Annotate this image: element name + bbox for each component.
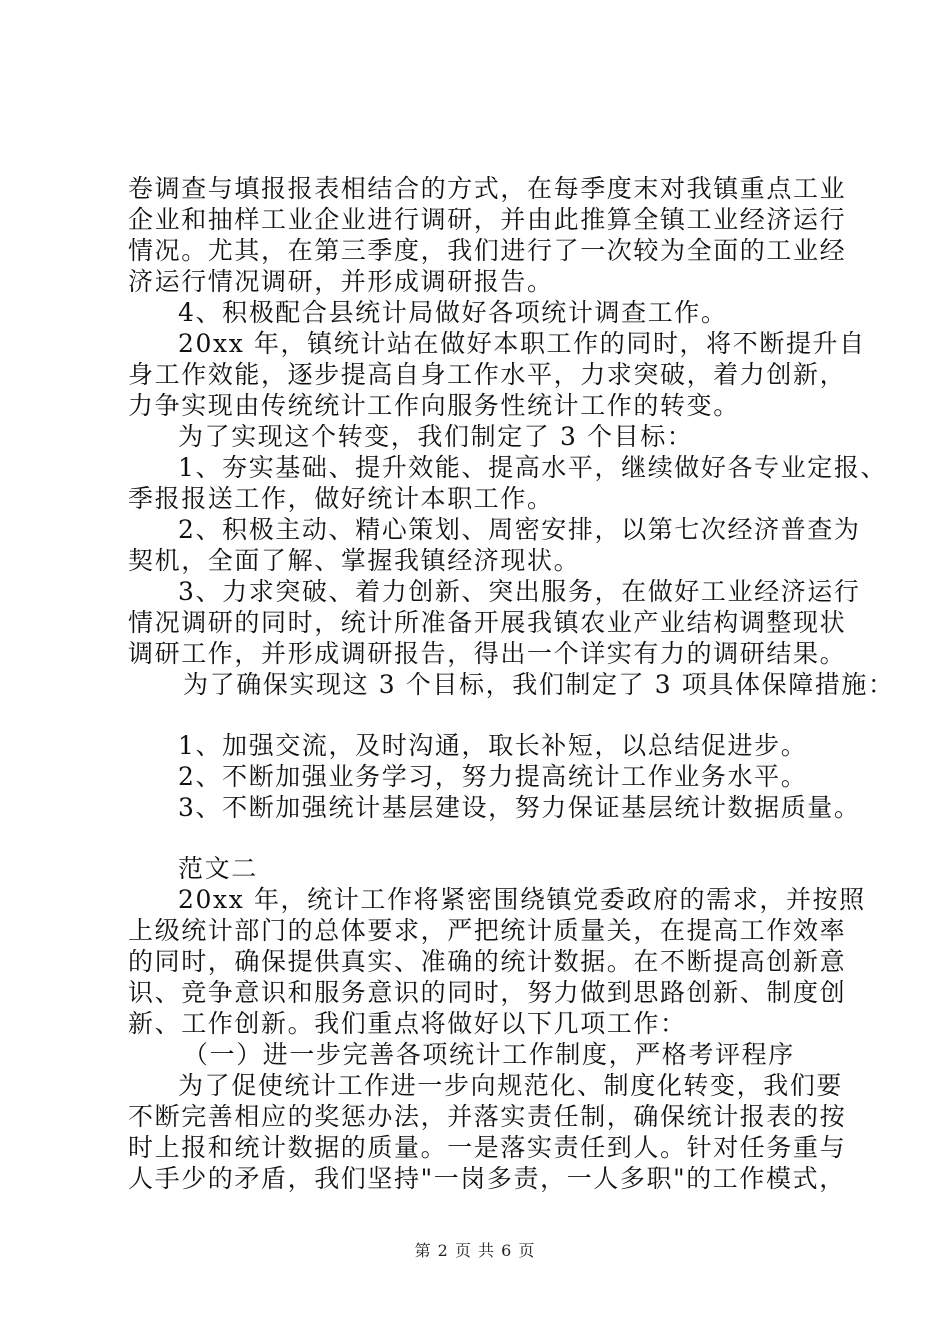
text-line: 为了确保实现这 3 个目标，我们制定了 3 项具体保障措施： [183, 670, 895, 699]
text-line: 识、竞争意识和服务意识的同时，努力做到思路创新、制度创 [128, 978, 847, 1007]
text-line: 人手少的矛盾，我们坚持"一岗多责，一人多职"的工作模式， [128, 1164, 846, 1193]
text-line: 上级统计部门的总体要求，严把统计质量关，在提高工作效率 [128, 916, 847, 945]
document-body [128, 173, 895, 1194]
page-footer: 第 2 页 共 6 页 [414, 1241, 536, 1260]
text-line: 调研工作，并形成调研报告，得出一个详实有力的调研结果。 [128, 639, 847, 668]
text-line: 的同时，确保提供真实、准确的统计数据。在不断提高创新意 [128, 947, 847, 976]
text-line: 契机，全面了解、掌握我镇经济现状。 [128, 546, 581, 575]
text-line: 新、工作创新。我们重点将做好以下几项工作： [128, 1009, 687, 1038]
text-line: 情况。尤其，在第三季度，我们进行了一次较为全面的工业经 [128, 236, 847, 265]
text-line: 为了实现这个转变，我们制定了 3 个目标： [178, 422, 694, 451]
text-line: 20xx 年，统计工作将紧密围绕镇党委政府的需求，并按照 [178, 885, 866, 914]
text-line: 2、积极主动、精心策划、周密安排，以第七次经济普查为 [178, 515, 861, 544]
text-line: 企业和抽样工业企业进行调研，并由此推算全镇工业经济运行 [128, 205, 847, 234]
text-line: 4、积极配合县统计局做好各项统计调查工作。 [178, 298, 728, 327]
text-line: 3、力求突破、着力创新、突出服务，在做好工业经济运行 [178, 577, 861, 606]
subsection-heading: （一）进一步完善各项统计工作制度，严格考评程序 [183, 1040, 795, 1069]
text-line: 身工作效能，逐步提高自身工作水平，力求突破，着力创新， [128, 360, 847, 389]
text-line: 情况调研的同时，统计所准备开展我镇农业产业结构调整现状 [128, 608, 847, 637]
text-line: 20xx 年，镇统计站在做好本职工作的同时，将不断提升自 [178, 329, 866, 358]
text-line: 力争实现由传统统计工作向服务性统计工作的转变。 [128, 391, 740, 420]
text-line: 2、不断加强业务学习，努力提高统计工作业务水平。 [178, 762, 808, 791]
text-line: 1、夯实基础、提升效能、提高水平，继续做好各专业定报、 [178, 453, 888, 482]
text-line: 不断完善相应的奖惩办法，并落实责任制，确保统计报表的按 [128, 1102, 847, 1131]
text-line: 1、加强交流，及时沟通，取长补短，以总结促进步。 [178, 731, 808, 760]
text-line: 季报报送工作，做好统计本职工作。 [128, 484, 554, 513]
text-line: 为了促使统计工作进一步向规范化、制度化转变，我们要 [178, 1071, 844, 1100]
text-line: 3、不断加强统计基层建设，努力保证基层统计数据质量。 [178, 793, 861, 822]
section-heading: 范文二 [178, 854, 258, 883]
text-line: 时上报和统计数据的质量。一是落实责任到人。针对任务重与 [128, 1133, 847, 1162]
text-line: 济运行情况调研，并形成调研报告。 [128, 267, 554, 296]
text-line: 卷调查与填报报表相结合的方式，在每季度末对我镇重点工业 [128, 174, 847, 203]
